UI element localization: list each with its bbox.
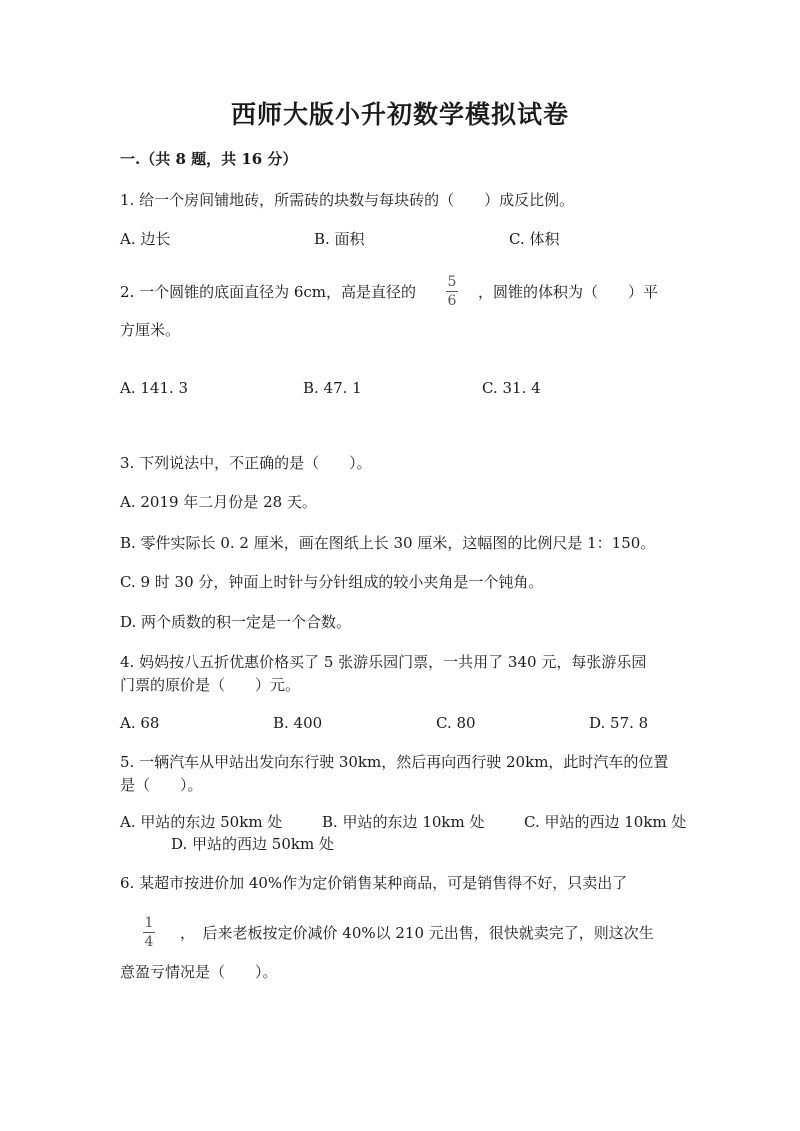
question-1-text: 1. 给一个房间铺地砖，所需砖的块数与每块砖的（ ）成反比例。 xyxy=(120,191,575,209)
question-5-option-d: D. 甲站的西边 50km 处 xyxy=(171,835,334,853)
question-5-option-a: A. 甲站的东边 50km 处 xyxy=(120,813,283,831)
question-3-option-c: C. 9 时 30 分，钟面上时针与分针组成的较小夹角是一个钝角。 xyxy=(120,573,544,591)
question-2-text-c: 方厘米。 xyxy=(120,321,181,339)
question-6-line-2: ， 后来老板按定价减价 40%以 210 元出售，很快就卖完了，则这次生 xyxy=(180,924,654,942)
fraction-numerator: 1 xyxy=(144,915,154,931)
question-6-line-3: 意盈亏情况是（ ）。 xyxy=(120,963,278,981)
section-heading: 一.（共 8 题，共 16 分） xyxy=(120,150,298,168)
question-1-option-a: A. 边长 xyxy=(120,230,171,248)
question-3-option-d: D. 两个质数的积一定是一个合数。 xyxy=(120,613,352,631)
question-3-text: 3. 下列说法中，不正确的是（ ）。 xyxy=(120,454,372,472)
question-2-text-a: 2. 一个圆锥的底面直径为 6cm，高是直径的 xyxy=(120,283,417,301)
question-4-option-d: D. 57. 8 xyxy=(589,714,649,732)
question-4-line-1: 4. 妈妈按八五折优惠价格买了 5 张游乐园门票，一共用了 340 元，每张游乐园 xyxy=(120,653,647,671)
fraction-bar xyxy=(446,291,458,292)
page-title: 西师大版小升初数学模拟试卷 xyxy=(230,100,569,129)
question-5-option-c: C. 甲站的西边 10km 处 xyxy=(524,813,687,831)
question-2-text-b: ，圆锥的体积为（ ）平 xyxy=(478,283,659,301)
question-4-option-c: C. 80 xyxy=(436,714,476,732)
question-4-line-2: 门票的原价是（ ）元。 xyxy=(120,676,301,694)
question-1-option-c: C. 体积 xyxy=(509,230,560,248)
question-3-option-a: A. 2019 年二月份是 28 天。 xyxy=(120,493,317,511)
question-2-fraction xyxy=(446,274,458,309)
fraction-denominator: 6 xyxy=(447,293,457,309)
question-2-option-b: B. 47. 1 xyxy=(303,379,362,397)
question-4-option-a: A. 68 xyxy=(120,714,160,732)
question-5-option-b: B. 甲站的东边 10km 处 xyxy=(322,813,485,831)
fraction-denominator: 4 xyxy=(144,934,154,950)
question-6-line-1: 6. 某超市按进价加 40%作为定价销售某种商品，可是销售得不好，只卖出了 xyxy=(120,874,628,892)
question-3-option-b: B. 零件实际长 0. 2 厘米，画在图纸上长 30 厘米，这幅图的比例尺是 1：150。 xyxy=(120,534,656,552)
fraction-bar xyxy=(143,932,155,933)
question-1-option-b: B. 面积 xyxy=(314,230,365,248)
fraction-numerator: 5 xyxy=(447,274,457,290)
question-6-fraction xyxy=(143,915,155,950)
question-2-option-c: C. 31. 4 xyxy=(482,379,541,397)
question-5-line-1: 5. 一辆汽车从甲站出发向东行驶 30km，然后再向西行驶 20km，此时汽车的位置 xyxy=(120,753,669,771)
question-4-option-b: B. 400 xyxy=(273,714,323,732)
question-5-line-2: 是（ ）。 xyxy=(120,776,203,794)
question-2-option-a: A. 141. 3 xyxy=(120,379,189,397)
